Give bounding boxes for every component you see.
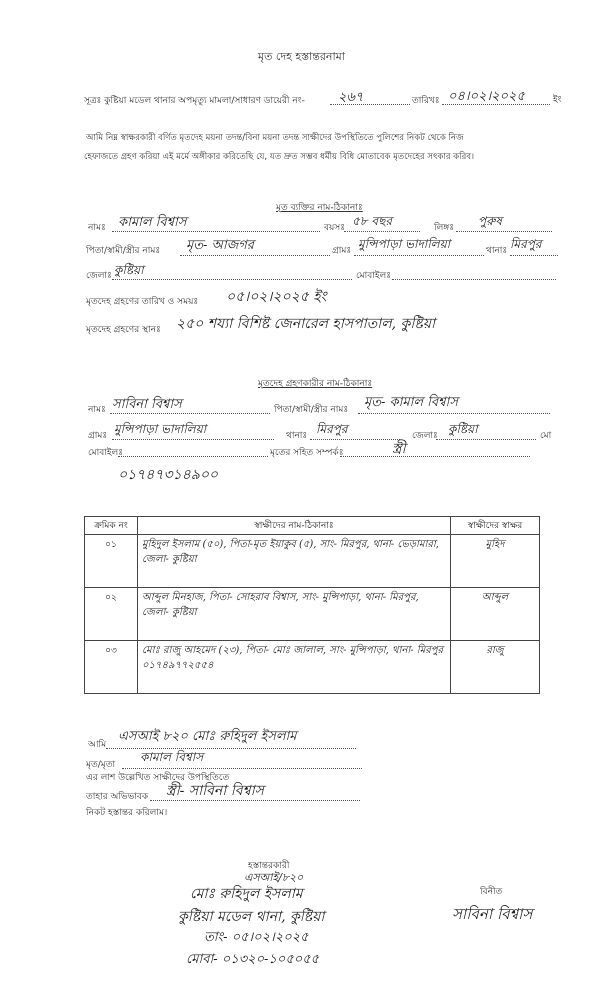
witness-serial: ০৩ bbox=[85, 641, 138, 694]
date-label: তারিখঃ bbox=[412, 96, 440, 106]
officer-sign-line-3: কুষ্টিয়া মডেল থানা, কুষ্টিয়া bbox=[178, 909, 325, 925]
date-value: ০৪।০২।২০২৫ bbox=[448, 89, 525, 104]
table-row bbox=[85, 641, 540, 694]
receiver-mobile: ০১৭৪৭৩১৪৯০০ bbox=[118, 467, 219, 483]
source-label: সূত্রঃ কুষ্টিয়া মডেল থানার অপমৃত্যু মামলা/সাধারণ ডায়েরী নং- bbox=[84, 96, 305, 106]
deceased-village: মুন্সিপাড়া ভাদালিয়া bbox=[358, 237, 451, 251]
page-title: মৃত দেহ হস্তান্তরনামা bbox=[258, 50, 345, 63]
receiver-heading: মৃতদেহ গ্রহণকারীর নাম-ঠিকানাঃ bbox=[258, 379, 373, 389]
receive-place: ২৫০ শয্যা বিশিষ্ট জেনারেল হাসপাতাল, কুষ্টিয়া bbox=[176, 316, 436, 332]
receiver-village-label: গ্রামঃ bbox=[88, 431, 108, 441]
source-no: ২৬৭ bbox=[338, 90, 364, 105]
handover-guardian: স্ত্রী- সাবিনা বিশ্বাস bbox=[166, 783, 264, 799]
declaration-line-1: আমি নিম্ন স্বাক্ষরকারী বর্ণিত মৃতদেহ ময়না তদন্ত/বিনা ময়না তদন্ত সাক্ষীদের উপস্থিতিতে পুলিশের নিকট থেকে নিজ bbox=[86, 133, 464, 143]
witness-signature: আব্দুল bbox=[451, 588, 540, 641]
deceased-father-label: পিতা/স্বামী/স্ত্রীর নামঃ bbox=[86, 246, 161, 256]
deceased-district-label: জেলাঃ bbox=[86, 271, 112, 281]
receiver-mobile-line bbox=[118, 456, 268, 457]
witness-serial: ০১ bbox=[85, 535, 138, 588]
receiver-thana-label: থানাঃ bbox=[286, 431, 308, 441]
deceased-father: মৃত- আজগর bbox=[186, 238, 254, 253]
receiver-district-label: জেলাঃ bbox=[412, 431, 438, 441]
deceased-sex-label: লিঙ্গঃ bbox=[434, 223, 455, 233]
receiver-relation-label: মৃতের সহিত সম্পর্কঃ bbox=[270, 448, 344, 458]
officer-sign-line-4: তাং- ০৫।০২।২০২৫ bbox=[204, 930, 309, 945]
receive-time-label: মৃতদেহ গ্রহণের তারিখ ও সময়ঃ bbox=[86, 297, 199, 307]
deceased-sex: পুরুষ bbox=[478, 214, 502, 228]
deceased-age: ৫৮ বছর bbox=[352, 214, 392, 228]
receiver-village: মুন্সিপাড়া ভাদালিয়া bbox=[114, 422, 207, 436]
deceased-mobile-label: মোবাইলঃ bbox=[356, 271, 392, 281]
handover-heading: হস্তান্তরকারী bbox=[248, 861, 290, 871]
witness-details: মুহিদুল ইসলাম (৫০), পিতা-মৃত ইয়াকুব (৫), সাং- মিরপুর, থানা- ভেড়ামারা, জেলা- কুষ্টিয়া bbox=[138, 535, 451, 588]
receiver-sign-heading: বিনীত bbox=[480, 887, 503, 897]
deceased-name-label: নামঃ bbox=[88, 223, 106, 233]
col-signature: স্বাক্ষীদের স্বাক্ষর bbox=[451, 517, 540, 535]
deceased-heading: মৃত ব্যক্তির নাম-ঠিকানাঃ bbox=[276, 203, 363, 213]
table-row bbox=[85, 588, 540, 641]
table-row bbox=[85, 535, 540, 588]
receiver-father: মৃত- কামাল বিশ্বাস bbox=[364, 395, 458, 410]
receiver-relation-line bbox=[340, 456, 530, 457]
witness-table bbox=[84, 516, 540, 694]
receiver-name: সাবিনা বিশ্বাস bbox=[112, 397, 182, 412]
witness-table-header bbox=[85, 517, 540, 535]
handover-ami-label: আমি bbox=[88, 740, 107, 750]
date-suffix: ইং bbox=[553, 95, 562, 105]
receiver-name-label: নামঃ bbox=[88, 405, 106, 415]
receive-time: ০৫।০২।২০২৫ ইং bbox=[226, 289, 327, 305]
col-serial: ক্রমিক নং bbox=[85, 517, 138, 535]
deceased-name: কামাল বিশ্বাস bbox=[118, 215, 187, 230]
col-details: স্বাক্ষীদের নাম-ঠিকানাঃ bbox=[138, 517, 451, 535]
receiver-father-label: পিতা/স্বামী/স্ত্রীর নামঃ bbox=[274, 405, 349, 415]
witness-signature: মুহিদ bbox=[451, 535, 540, 588]
deceased-thana-label: থানাঃ bbox=[486, 246, 508, 256]
officer-sign-line-2: মোঃ রুহিদুল ইসলাম bbox=[190, 886, 303, 902]
receiver-district: কুষ্টিয়া bbox=[448, 422, 478, 436]
officer-sign-line-1: এসআই/৮২০ bbox=[244, 871, 304, 884]
receiver-thana: মিরপুর bbox=[316, 422, 348, 436]
receive-place-label: মৃতদেহ গ্রহণের স্থানঃ bbox=[86, 325, 161, 335]
witness-details: আব্দুল মিনহাজ, পিতা- সোহরাব বিশ্বাস, সাং- মুন্সিপাড়া, থানা- মিরপুর, জেলা- কুষ্টিয়া bbox=[138, 588, 451, 641]
handover-closing: নিকট হস্তান্তর করিলাম। bbox=[86, 808, 168, 818]
deceased-mobile-line bbox=[392, 279, 556, 280]
handover-guardian-label: তাহার অভিভাবক bbox=[86, 792, 149, 802]
deceased-sex-line bbox=[456, 231, 552, 232]
handover-line-text: এর লাশ উল্লেখিত সাক্ষীদের উপস্থিতিতে bbox=[86, 773, 230, 783]
handover-officer: এসআই ৮২০ মোঃ রুহিদুল ইসলাম bbox=[118, 729, 297, 744]
receiver-relation: স্ত্রী bbox=[392, 441, 406, 457]
handover-deceased-label: মৃত/মৃতা bbox=[86, 760, 116, 770]
receiver-mo-label: মো bbox=[540, 431, 552, 441]
officer-sign-line-5: মোবা- ০১৩২০-১০৫০৫৫ bbox=[186, 952, 320, 967]
witness-signature: রাজু bbox=[451, 641, 540, 694]
deceased-district: কুষ্টিয়া bbox=[114, 263, 144, 277]
deceased-village-label: গ্রামঃ bbox=[332, 246, 352, 256]
receiver-mobile-label: মোবাইলঃ bbox=[88, 448, 124, 458]
witness-serial: ০২ bbox=[85, 588, 138, 641]
handover-deceased: কামাল বিশ্বাস bbox=[140, 750, 204, 764]
witness-details: মোঃ রাজু আহমেদ (২৩), পিতা- মোঃ জালাল, সাং- মুন্সিপাড়া, থানা- মিরপুর ০১৭৪৯৭৭২৫৫৪ bbox=[138, 641, 451, 694]
deceased-age-label: বয়সঃ bbox=[324, 223, 346, 233]
declaration-line-2: হেফাজতে গ্রহণ করিয়া এই মর্মে অঙ্গীকার করিতেছি যে, যত দ্রুত সম্ভব ধর্মীয় বিধি মোতাবেক মৃতদেহের সৎকার করিব। bbox=[84, 152, 475, 162]
deceased-district-line bbox=[112, 279, 352, 280]
receiver-signature: সাবিনা বিশ্বাস bbox=[452, 905, 533, 923]
deceased-thana: মিরপুর bbox=[510, 237, 542, 251]
